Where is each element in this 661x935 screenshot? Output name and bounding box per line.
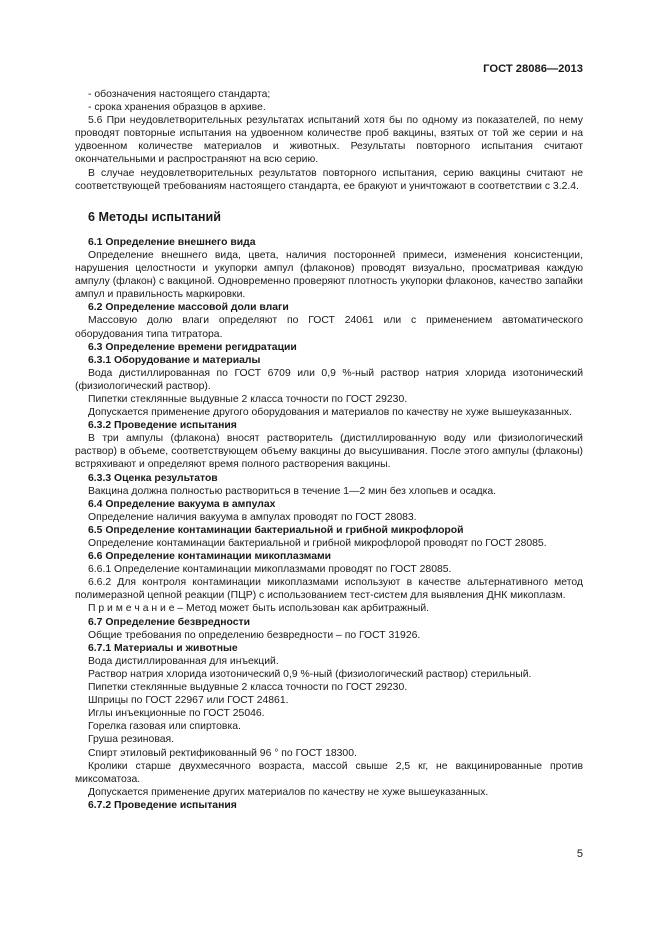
paragraph: Вода дистиллированная по ГОСТ 6709 или 0,9 %-ный раствор натрия хлорида изотонический (физиологический раствор).: [75, 367, 583, 392]
paragraph: Допускается применение другого оборудования и материалов по качеству не хуже вышеуказанных.: [88, 407, 573, 419]
list-item: Вода дистиллированная для инъекций.: [88, 655, 279, 667]
subheading-6-7-2: 6.7.2 Проведение испытания: [88, 799, 237, 811]
subheading-6-1: 6.1 Определение внешнего вида: [88, 236, 256, 248]
list-item: Раствор натрия хлорида изотонический 0,9 %-ный (физиологический раствор) стерильный.: [88, 668, 532, 680]
standard-header: ГОСТ 28086—2013: [483, 63, 583, 75]
paragraph: Общие требования по определению безвредности – по ГОСТ 31926.: [88, 629, 421, 641]
subheading-6-6: 6.6 Определение контаминации микоплазмами: [88, 551, 332, 563]
paragraph-repeat-test: В случае неудовлетворительных результатов повторного испытания, серию вакцины считают не соответствующей требованиям настоящего стандарта, ее бракуют и уничтожают в соответствии с 3.2.4.: [75, 167, 583, 192]
subheading-6-3-1: 6.3.1 Оборудование и материалы: [88, 354, 261, 366]
list-item: Пипетки стеклянные выдувные 2 класса точности по ГОСТ 29230.: [88, 682, 408, 694]
document-body: [75, 88, 583, 812]
section-heading-6: 6 Методы испытаний: [88, 209, 221, 224]
note: П р и м е ч а н и е – Метод может быть использован как арбитражный.: [88, 603, 430, 615]
paragraph: 6.6.1 Определение контаминации микоплазмами проводят по ГОСТ 28085.: [88, 564, 452, 576]
paragraph: 6.6.2 Для контроля контаминации микоплазмами используют в качестве альтернативного метод полимеразной цепной реакции (ПЦР) с использованием тест-систем для выявления ДНК микоплазм.: [75, 577, 583, 602]
subheading-6-2: 6.2 Определение массовой доли влаги: [88, 302, 289, 314]
list-item: Спирт этиловый ректификованный 96 ° по ГОСТ 18300.: [88, 747, 357, 759]
subheading-6-3: 6.3 Определение времени регидратации: [88, 341, 297, 353]
subheading-6-3-3: 6.3.3 Оценка результатов: [88, 472, 218, 484]
list-item: Кролики старше двухмесячного возраста, массой свыше 2,5 кг, не вакцинированные против миксоматоза.: [75, 760, 583, 785]
paragraph: Массовую долю влаги определяют по ГОСТ 24061 или с применением автоматического оборудования типа титратора.: [75, 315, 583, 340]
paragraph: Определение наличия вакуума в ампулах проводят по ГОСТ 28083.: [88, 511, 417, 523]
paragraph-5-6: 5.6 При неудовлетворительных результатах испытаний хотя бы по одному из показателей, по нему проводят повторные испытания на удвоенном количестве проб вакцины, взятых от той же серии и на удвоенном количестве материалов и животных. Результаты повторного испытания считают окончательными и распространяют на всю серию.: [75, 115, 583, 166]
subheading-6-4: 6.4 Определение вакуума в ампулах: [88, 498, 276, 510]
list-item: - обозначения настоящего стандарта;: [88, 89, 271, 100]
paragraph: Допускается применение других материалов по качеству не хуже вышеуказанных.: [88, 786, 489, 798]
list-item: Груша резиновая.: [88, 734, 175, 746]
subheading-6-7: 6.7 Определение безвредности: [88, 616, 250, 628]
subheading-6-3-2: 6.3.2 Проведение испытания: [88, 420, 237, 432]
list-item: - срока хранения образцов в архиве.: [88, 102, 266, 114]
paragraph: Определение внешнего вида, цвета, наличия посторонней примеси, изменения консистенции, нарушения целостности и укупорки ампул (флаконов) проводят визуально, просматривая каждую ампулу (флакон) с вакциной. Одновременно проверяют плотность укупорки флаконов, качество запайки ампул и правильность маркировки.: [75, 249, 583, 301]
subheading-6-5: 6.5 Определение контаминации бактериальной и грибной микрофлорой: [88, 524, 464, 536]
paragraph: Вакцина должна полностью раствориться в течение 1—2 мин без хлопьев и осадка.: [88, 485, 497, 497]
subheading-6-7-1: 6.7.1 Материалы и животные: [88, 642, 238, 654]
paragraph: Определение контаминации бактериальной и грибной микрофлорой проводят по ГОСТ 28085.: [88, 538, 547, 549]
list-item: Горелка газовая или спиртовка.: [88, 721, 241, 733]
page-number: 5: [576, 848, 583, 860]
paragraph: Пипетки стеклянные выдувные 2 класса точности по ГОСТ 29230.: [88, 393, 408, 405]
list-item: Иглы инъекционные по ГОСТ 25046.: [88, 708, 265, 720]
paragraph: В три ампулы (флакона) вносят растворитель (дистиллированную воду или физиологический раствор) в объеме, соответствующем объему вакцины до высушивания. После этого ампулы (флаконы) встряхивают и определяют время полного растворения вакцины.: [75, 433, 583, 471]
list-item: Шприцы по ГОСТ 22967 или ГОСТ 24861.: [88, 695, 289, 707]
